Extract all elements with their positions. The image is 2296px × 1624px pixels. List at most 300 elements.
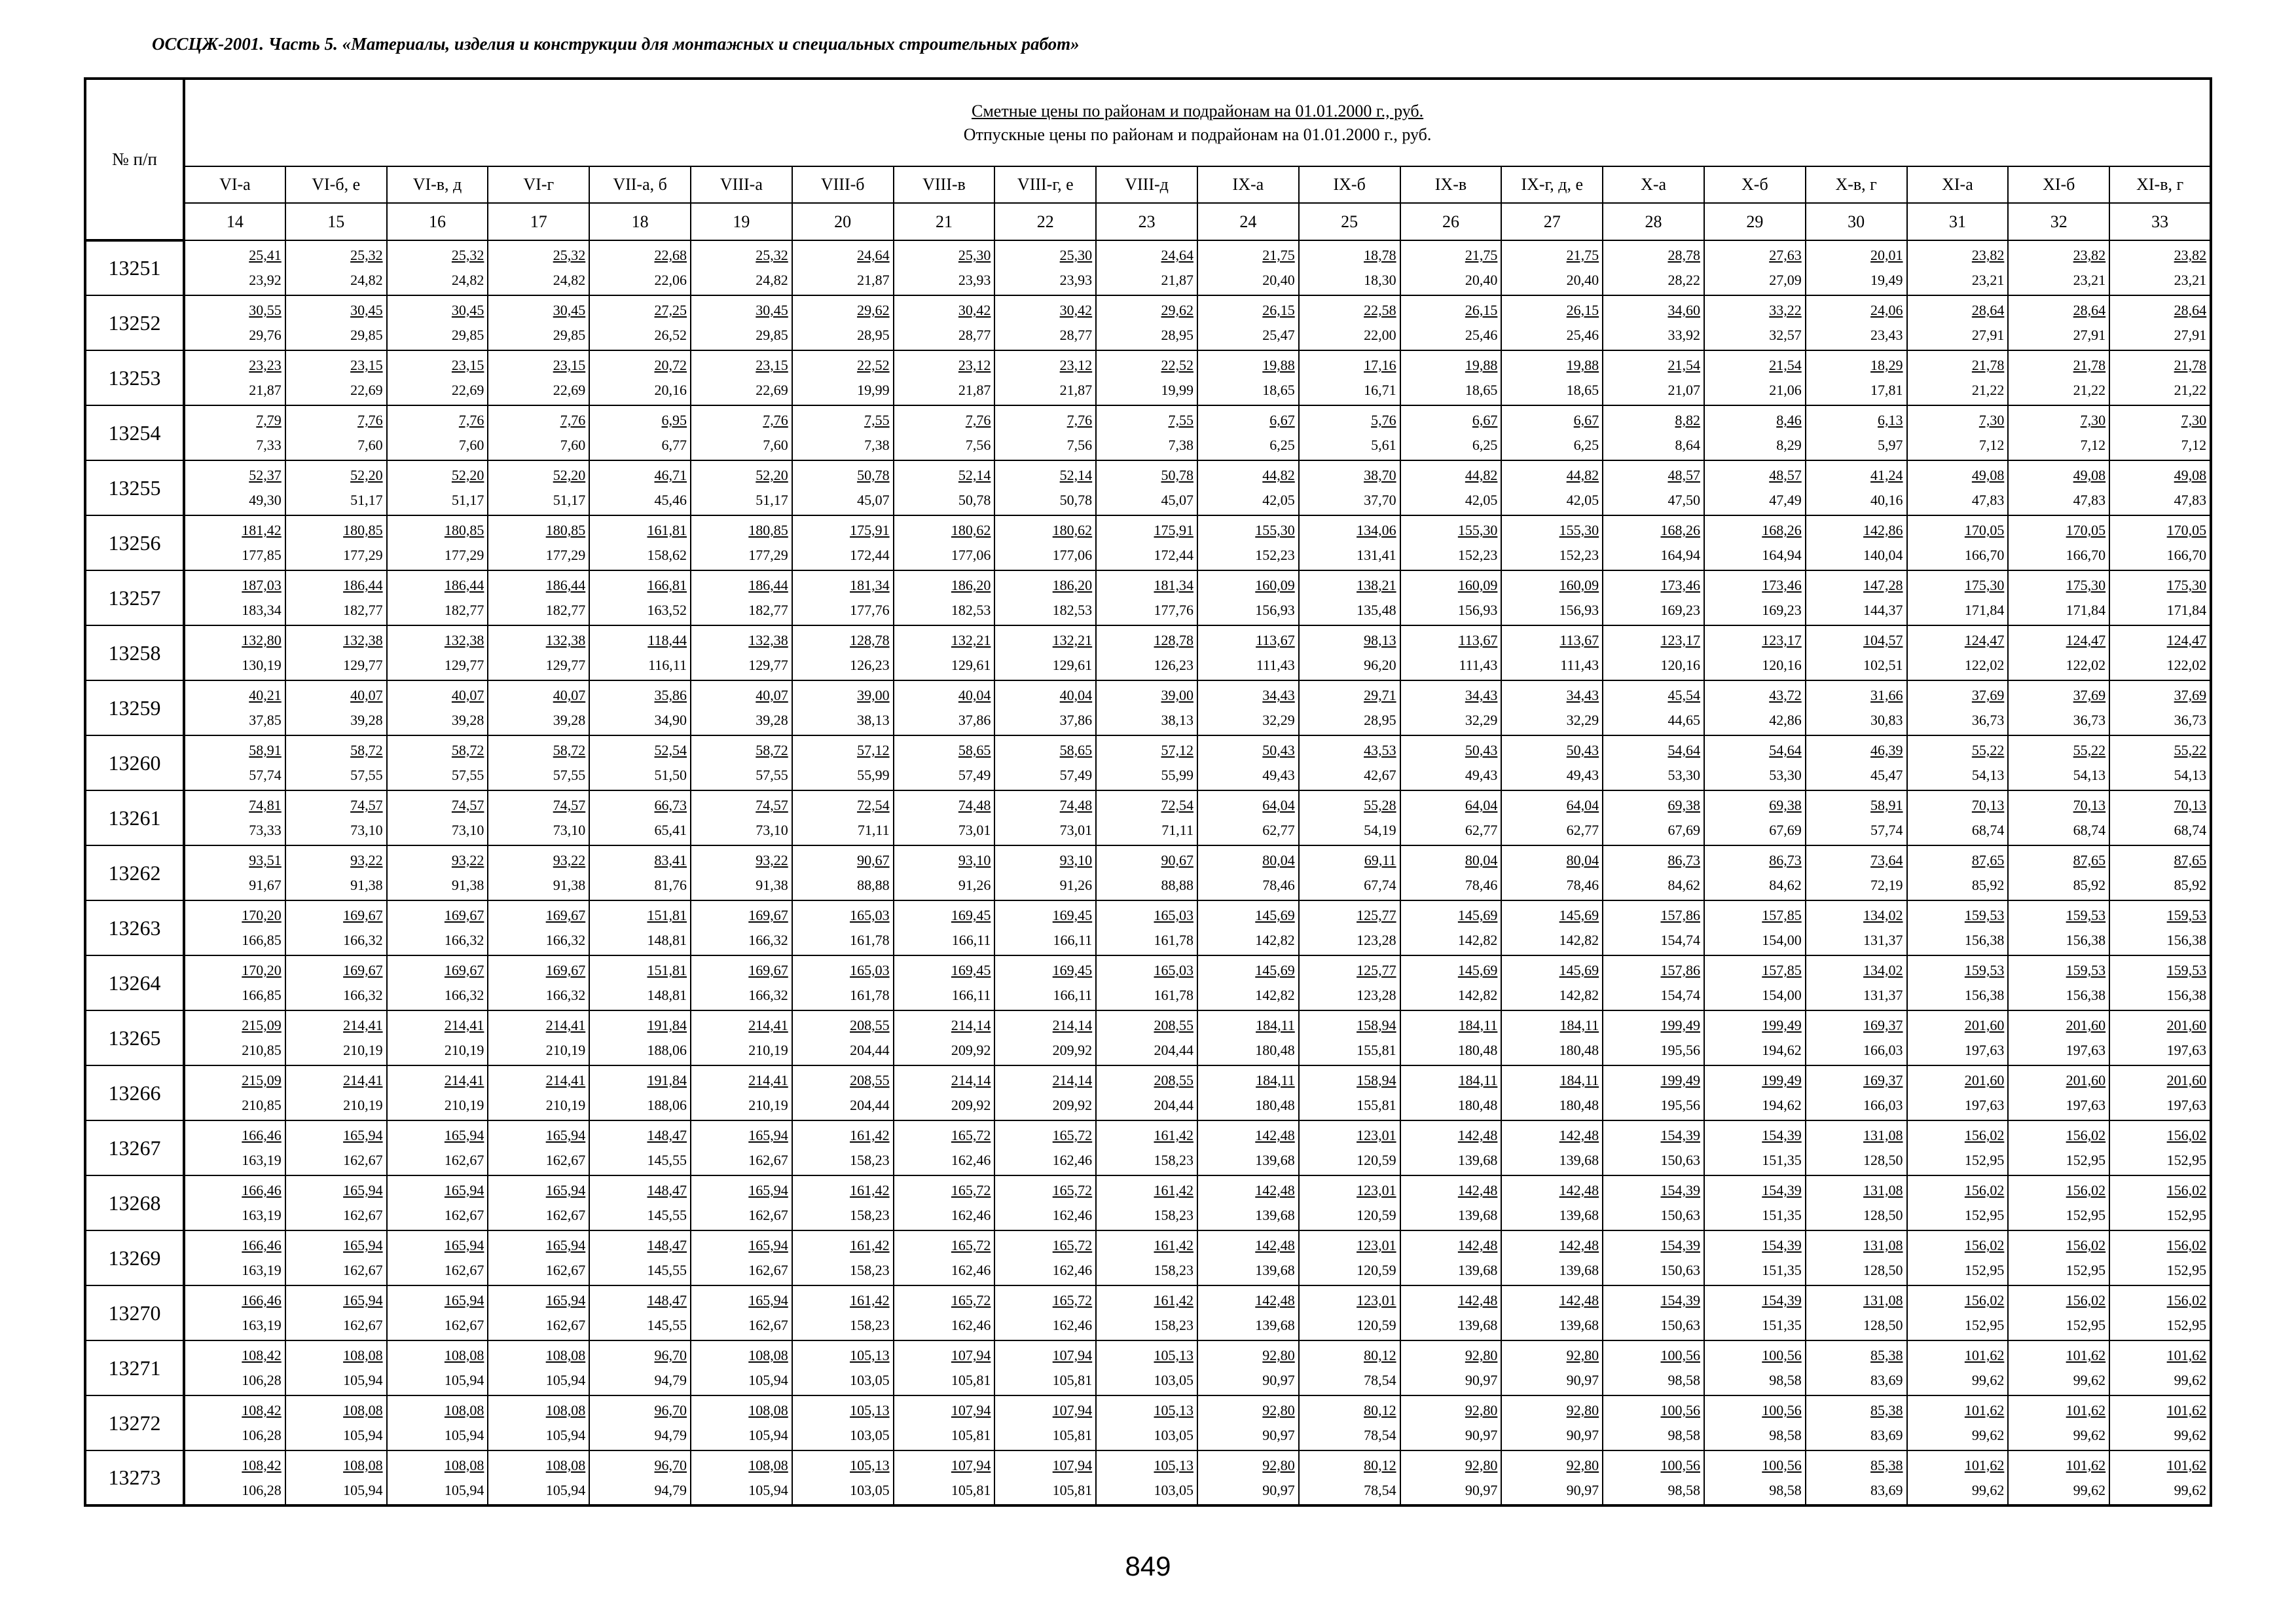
estimate-price: 55,22 (1971, 742, 2005, 758)
price-cell (488, 625, 589, 680)
price-cell (691, 405, 792, 460)
release-price: 131,41 (1357, 547, 1396, 563)
release-price: 162,67 (545, 1262, 586, 1278)
release-price: 21,22 (2073, 382, 2106, 398)
estimate-price: 26,15 (1465, 302, 1498, 318)
table-row (85, 1285, 2211, 1340)
price-cell (1907, 790, 2009, 845)
price-cell (2008, 405, 2109, 460)
estimate-price: 166,46 (242, 1237, 282, 1253)
estimate-price: 184,11 (1559, 1017, 1599, 1033)
release-price: 129,61 (951, 657, 991, 673)
release-price: 90,97 (1262, 1372, 1295, 1388)
estimate-price: 151,81 (647, 907, 687, 923)
price-cell (1197, 845, 1299, 900)
estimate-price: 108,42 (242, 1347, 282, 1363)
release-price-title: Отпускные цены по районам и подрайонам на 01.01.2000 г., руб. (963, 124, 1432, 144)
release-price: 98,58 (1667, 1481, 1700, 1498)
estimate-price: 199,49 (1762, 1072, 1802, 1088)
estimate-price: 131,08 (1863, 1237, 1903, 1253)
price-cell (2109, 680, 2211, 735)
price-cell (184, 735, 285, 790)
estimate-price: 69,11 (1364, 852, 1396, 868)
price-cell (1096, 900, 1197, 955)
price-cell (589, 240, 691, 295)
estimate-price: 165,94 (343, 1292, 383, 1308)
release-price: 68,74 (2174, 822, 2207, 838)
release-price: 105,94 (343, 1481, 383, 1498)
column-number: 27 (1501, 203, 1603, 240)
estimate-price: 156,02 (2166, 1292, 2207, 1308)
estimate-price: 128,78 (1154, 632, 1194, 648)
estimate-price: 30,45 (350, 302, 383, 318)
estimate-price: 25,32 (756, 247, 788, 263)
release-price: 90,97 (1262, 1481, 1295, 1498)
release-price: 24,82 (451, 272, 484, 288)
estimate-price: 142,48 (1457, 1127, 1498, 1143)
estimate-price: 132,21 (951, 632, 991, 648)
price-cell (1603, 680, 1704, 735)
estimate-price: 85,38 (1870, 1347, 1903, 1363)
estimate-price: 100,56 (1762, 1347, 1802, 1363)
release-price: 116,11 (648, 657, 687, 673)
release-price: 99,62 (1971, 1427, 2005, 1443)
price-cell (387, 790, 488, 845)
estimate-price: 107,94 (951, 1402, 991, 1418)
release-price: 152,95 (2166, 1152, 2207, 1168)
price-cell (184, 845, 285, 900)
estimate-price: 214,14 (1052, 1017, 1093, 1033)
release-price: 88,88 (1161, 877, 1194, 893)
price-cell (1400, 570, 1502, 625)
release-price: 45,07 (857, 492, 890, 508)
estimate-price: 154,39 (1660, 1182, 1700, 1198)
price-cell (792, 295, 894, 350)
estimate-price: 175,91 (850, 522, 890, 538)
price-cell (1197, 295, 1299, 350)
estimate-price: 201,60 (2066, 1072, 2106, 1088)
estimate-price: 186,20 (951, 577, 991, 593)
estimate-price: 159,53 (1964, 907, 2005, 923)
release-price: 151,35 (1762, 1207, 1802, 1223)
estimate-price: 142,48 (1559, 1237, 1599, 1253)
release-price: 180,48 (1559, 1097, 1599, 1113)
estimate-price: 101,62 (1964, 1456, 2005, 1473)
price-cell (1299, 1395, 1400, 1450)
release-price: 103,05 (1154, 1372, 1194, 1388)
estimate-price: 159,53 (1964, 962, 2005, 978)
release-price: 152,23 (1255, 547, 1295, 563)
price-cell (1400, 900, 1502, 955)
estimate-price: 124,47 (2166, 632, 2207, 648)
price-cell (1704, 790, 1806, 845)
release-price: 145,55 (647, 1317, 687, 1333)
estimate-price: 165,94 (545, 1292, 586, 1308)
estimate-price: 30,45 (553, 302, 586, 318)
price-cell (1299, 350, 1400, 405)
estimate-price: 93,22 (350, 852, 383, 868)
estimate-price: 145,69 (1457, 907, 1498, 923)
estimate-price: 52,20 (553, 467, 586, 483)
price-cell (894, 1120, 995, 1175)
release-price: 152,95 (2166, 1207, 2207, 1223)
price-cell (994, 790, 1096, 845)
price-cell (589, 1285, 691, 1340)
price-cell (894, 515, 995, 570)
release-price: 180,48 (1457, 1042, 1498, 1058)
estimate-price: 87,65 (2073, 852, 2106, 868)
price-cell (1501, 240, 1603, 295)
price-cell (994, 1340, 1096, 1395)
row-id: 13266 (85, 1065, 184, 1120)
price-cell (1806, 1395, 1907, 1450)
release-price: 73,10 (756, 822, 788, 838)
estimate-price: 29,62 (1161, 302, 1194, 318)
price-cell (589, 1395, 691, 1450)
release-price: 67,69 (1667, 822, 1700, 838)
price-cell (894, 405, 995, 460)
estimate-price: 215,09 (242, 1017, 282, 1033)
release-price: 42,67 (1364, 767, 1396, 783)
estimate-price: 23,82 (1971, 247, 2005, 263)
price-cell (1704, 570, 1806, 625)
price-cell (589, 295, 691, 350)
release-price: 162,67 (545, 1152, 586, 1168)
release-price: 166,32 (343, 932, 383, 948)
release-price: 162,46 (1052, 1317, 1093, 1333)
release-price: 57,49 (958, 767, 991, 783)
release-price: 47,83 (2073, 492, 2106, 508)
release-price: 50,78 (958, 492, 991, 508)
price-cell (894, 240, 995, 295)
row-id: 13267 (85, 1120, 184, 1175)
price-cell (994, 350, 1096, 405)
release-price: 177,29 (748, 547, 788, 563)
column-number: 18 (589, 203, 691, 240)
release-price: 180,48 (1457, 1097, 1498, 1113)
release-price: 182,53 (1052, 602, 1093, 618)
release-price: 36,73 (1971, 712, 2005, 728)
release-price: 166,32 (444, 987, 484, 1003)
price-cell (2008, 1175, 2109, 1230)
price-cell (691, 570, 792, 625)
price-cell (691, 1285, 792, 1340)
price-cell (387, 1230, 488, 1285)
estimate-price: 92,80 (1566, 1456, 1599, 1473)
release-price: 210,85 (242, 1097, 282, 1113)
price-cell (792, 1175, 894, 1230)
price-cell (1907, 1065, 2009, 1120)
release-price: 98,58 (1667, 1427, 1700, 1443)
release-price: 65,41 (654, 822, 687, 838)
price-cell (1603, 1450, 1704, 1505)
estimate-price: 165,94 (343, 1182, 383, 1198)
release-price: 156,93 (1457, 602, 1498, 618)
estimate-price: 186,20 (1052, 577, 1093, 593)
estimate-price: 40,07 (350, 687, 383, 703)
table-row (85, 515, 2211, 570)
price-cell (691, 1230, 792, 1285)
estimate-price: 142,48 (1559, 1292, 1599, 1308)
estimate-price: 21,75 (1465, 247, 1498, 263)
price-cell (1096, 1120, 1197, 1175)
release-price: 148,81 (647, 987, 687, 1003)
release-price: 188,06 (647, 1097, 687, 1113)
release-price: 204,44 (1154, 1097, 1194, 1113)
estimate-price: 58,72 (451, 742, 484, 758)
release-price: 105,81 (951, 1481, 991, 1498)
price-cell (488, 1395, 589, 1450)
release-price: 19,49 (1870, 272, 1903, 288)
price-cell (184, 1120, 285, 1175)
price-cell (994, 1120, 1096, 1175)
release-price: 145,55 (647, 1152, 687, 1168)
release-price: 210,19 (343, 1097, 383, 1113)
price-cell (994, 295, 1096, 350)
release-price: 24,82 (350, 272, 383, 288)
estimate-price: 24,06 (1870, 302, 1903, 318)
column-number: 26 (1400, 203, 1502, 240)
release-price: 49,43 (1566, 767, 1599, 783)
estimate-price: 113,67 (1559, 632, 1599, 648)
release-price: 27,91 (2174, 327, 2207, 343)
estimate-price: 142,48 (1559, 1182, 1599, 1198)
estimate-price: 37,69 (2174, 687, 2207, 703)
estimate-price: 187,03 (242, 577, 282, 593)
estimate-price: 52,14 (1059, 467, 1093, 483)
estimate-price: 74,48 (1059, 797, 1093, 813)
release-price: 162,46 (1052, 1207, 1093, 1223)
price-cell (1299, 1340, 1400, 1395)
estimate-price: 156,02 (2066, 1237, 2106, 1253)
release-price: 177,06 (1052, 547, 1093, 563)
estimate-price: 24,64 (1161, 247, 1194, 263)
release-price: 111,43 (1459, 657, 1498, 673)
estimate-price: 49,08 (1971, 467, 2005, 483)
release-price: 73,01 (1059, 822, 1093, 838)
estimate-price: 131,08 (1863, 1182, 1903, 1198)
estimate-price: 123,01 (1357, 1292, 1396, 1308)
row-id: 13257 (85, 570, 184, 625)
price-cell (1299, 405, 1400, 460)
estimate-price: 142,48 (1255, 1127, 1295, 1143)
price-cell (994, 955, 1096, 1010)
estimate-price: 161,42 (850, 1182, 890, 1198)
price-cell (1603, 1340, 1704, 1395)
row-id: 13268 (85, 1175, 184, 1230)
price-cell (488, 405, 589, 460)
price-cell (1400, 1230, 1502, 1285)
estimate-price: 101,62 (1964, 1402, 2005, 1418)
price-cell (1806, 350, 1907, 405)
estimate-price: 165,72 (951, 1237, 991, 1253)
price-cell (894, 295, 995, 350)
release-price: 90,97 (1465, 1372, 1498, 1388)
estimate-price: 168,26 (1762, 522, 1802, 538)
price-cell (1501, 1175, 1603, 1230)
release-price: 22,69 (451, 382, 484, 398)
estimate-price: 29,71 (1364, 687, 1396, 703)
estimate-price: 138,21 (1357, 577, 1396, 593)
estimate-price: 214,41 (343, 1017, 383, 1033)
release-price: 152,95 (2066, 1317, 2106, 1333)
estimate-price: 23,12 (1059, 357, 1093, 373)
price-cell (184, 350, 285, 405)
estimate-price: 74,57 (451, 797, 484, 813)
price-cell (1400, 625, 1502, 680)
table-row (85, 350, 2211, 405)
release-price: 19,99 (1161, 382, 1194, 398)
price-cell (1096, 570, 1197, 625)
release-price: 162,46 (1052, 1152, 1093, 1168)
release-price: 91,38 (350, 877, 383, 893)
column-number: 19 (691, 203, 792, 240)
column-number: 20 (792, 203, 894, 240)
release-price: 166,85 (242, 987, 282, 1003)
estimate-price: 159,53 (2166, 907, 2207, 923)
price-cell (1501, 845, 1603, 900)
estimate-price: 107,94 (1052, 1347, 1093, 1363)
release-price: 8,64 (1675, 437, 1700, 453)
price-cell (1096, 625, 1197, 680)
price-cell (1096, 1340, 1197, 1395)
estimate-price: 40,07 (756, 687, 788, 703)
release-price: 194,62 (1762, 1097, 1802, 1113)
price-cell (1501, 350, 1603, 405)
estimate-price: 215,09 (242, 1072, 282, 1088)
estimate-price: 22,52 (857, 357, 890, 373)
price-cell (894, 1340, 995, 1395)
price-cell (1704, 1010, 1806, 1065)
price-cell (894, 845, 995, 900)
estimate-price: 27,25 (654, 302, 687, 318)
price-cell (1299, 680, 1400, 735)
release-price: 83,69 (1870, 1481, 1903, 1498)
release-price: 36,73 (2073, 712, 2106, 728)
estimate-price: 34,60 (1667, 302, 1700, 318)
estimate-price: 6,67 (1472, 412, 1498, 428)
estimate-price: 208,55 (850, 1017, 890, 1033)
estimate-price: 123,17 (1762, 632, 1802, 648)
release-price: 103,05 (850, 1427, 890, 1443)
estimate-price: 169,67 (748, 962, 788, 978)
release-price: 91,26 (1059, 877, 1093, 893)
estimate-price: 170,05 (2166, 522, 2207, 538)
estimate-price: 161,42 (850, 1237, 890, 1253)
release-price: 162,46 (951, 1262, 991, 1278)
release-price: 49,43 (1262, 767, 1295, 783)
price-cell (1400, 1395, 1502, 1450)
column-number: 22 (994, 203, 1096, 240)
estimate-price: 214,41 (444, 1072, 484, 1088)
price-cell (1299, 1175, 1400, 1230)
release-price: 99,62 (1971, 1372, 2005, 1388)
price-cell (792, 900, 894, 955)
price-cell (1603, 1285, 1704, 1340)
estimate-price: 52,20 (350, 467, 383, 483)
estimate-price: 158,94 (1357, 1017, 1396, 1033)
release-price: 166,11 (951, 932, 991, 948)
release-price: 139,68 (1559, 1152, 1599, 1168)
release-price: 166,11 (951, 987, 991, 1003)
estimate-price: 52,14 (958, 467, 991, 483)
estimate-price: 72,54 (1161, 797, 1194, 813)
price-cell (1501, 1285, 1603, 1340)
price-cell (994, 240, 1096, 295)
price-cell (1197, 955, 1299, 1010)
price-table-body (85, 79, 2211, 1505)
release-price: 162,67 (444, 1262, 484, 1278)
estimate-price: 52,37 (249, 467, 282, 483)
release-price: 98,58 (1769, 1372, 1802, 1388)
release-price: 166,32 (343, 987, 383, 1003)
estimate-price: 156,02 (2066, 1182, 2106, 1198)
price-cell (1806, 1450, 1907, 1505)
release-price: 197,63 (2166, 1042, 2207, 1058)
table-row (85, 1340, 2211, 1395)
release-price: 72,19 (1870, 877, 1903, 893)
price-cell (1704, 1120, 1806, 1175)
district-header: VI-б, е (285, 166, 387, 203)
price-cell (691, 1395, 792, 1450)
estimate-price: 25,32 (350, 247, 383, 263)
release-price: 163,19 (242, 1152, 282, 1168)
estimate-price: 142,48 (1457, 1292, 1498, 1308)
price-cell (792, 460, 894, 515)
price-cell (1704, 680, 1806, 735)
price-cell (994, 1395, 1096, 1450)
price-cell (2109, 405, 2211, 460)
price-cell (1197, 900, 1299, 955)
release-price: 209,92 (951, 1042, 991, 1058)
release-price: 152,95 (2066, 1262, 2106, 1278)
estimate-price: 70,13 (1971, 797, 2005, 813)
estimate-price: 157,86 (1660, 907, 1700, 923)
estimate-price: 165,72 (1052, 1292, 1093, 1308)
price-cell (1907, 625, 2009, 680)
estimate-price: 107,94 (951, 1347, 991, 1363)
price-cell (792, 515, 894, 570)
release-price: 105,94 (343, 1372, 383, 1388)
price-cell (691, 1010, 792, 1065)
release-price: 172,44 (850, 547, 890, 563)
column-number: 29 (1704, 203, 1806, 240)
estimate-price: 154,39 (1762, 1237, 1802, 1253)
release-price: 25,46 (1465, 327, 1498, 343)
price-cell (387, 1010, 488, 1065)
release-price: 162,67 (343, 1317, 383, 1333)
estimate-price: 72,54 (857, 797, 890, 813)
estimate-price: 208,55 (850, 1072, 890, 1088)
table-row (85, 240, 2211, 295)
release-price: 90,97 (1566, 1372, 1599, 1388)
price-cell (1907, 680, 2009, 735)
release-price: 129,77 (343, 657, 383, 673)
estimate-price: 92,80 (1566, 1347, 1599, 1363)
release-price: 28,22 (1667, 272, 1700, 288)
estimate-price: 128,78 (850, 632, 890, 648)
price-cell (184, 570, 285, 625)
estimate-price: 165,94 (444, 1182, 484, 1198)
estimate-price: 34,43 (1262, 687, 1295, 703)
release-price: 6,77 (661, 437, 687, 453)
release-price: 8,29 (1776, 437, 1802, 453)
row-id: 13261 (85, 790, 184, 845)
release-price: 162,46 (951, 1152, 991, 1168)
estimate-price: 157,85 (1762, 962, 1802, 978)
estimate-price: 156,02 (1964, 1237, 2005, 1253)
estimate-price: 80,04 (1262, 852, 1295, 868)
